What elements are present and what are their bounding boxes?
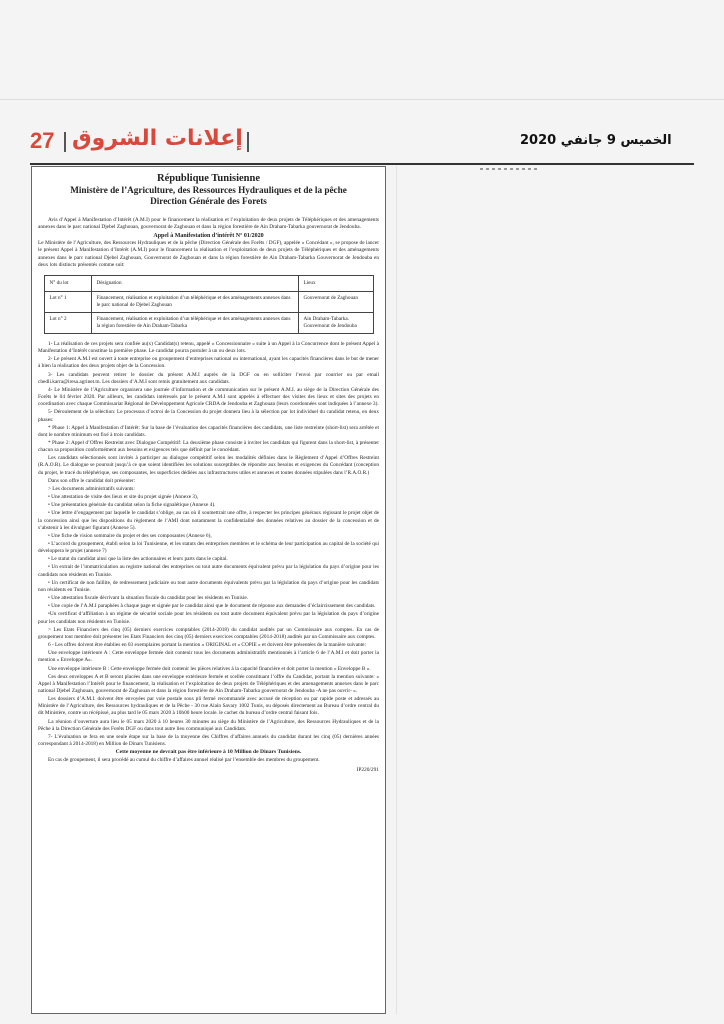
notice-paragraph: • Une lettre d’engagement par laquelle le candidat s’oblige, au cas où il soumettrait une offre, à respecter les principes généraux régissant le projet objet de la concession ainsi que les dispositions du règlement de l’AMI dont notamment la confidentialité des données relatives au dossier de la concession et de s’abstenir à les divulguer figurant (Annexe 5). [38, 510, 379, 531]
notice-paragraph: 3- Les candidats peuvent retirer le dossier du présent A.M.I auprès de la DGF ou en solliciter l’envoi par courrier ou par email chedli.karra@iresa.agrinet.tn. Les dossiers d’A.M.I sont remis gratuitement aux candidats. [38, 371, 379, 385]
notice-paragraph: 2- Le présent A.M.I est ouvert à toute entreprise ou groupement d’entreprises national ou international, ayant les capacités financières dans le but de mener à bien la réalisation des deux projets objet de la Concession. [38, 356, 379, 370]
notice-direction: Direction Générale des Forets [150, 196, 267, 206]
notice-paragraph: • Une attestation fiscale décrivant la situation fiscale du candidat pour les résidents en Tunisie. [48, 595, 248, 602]
adjacent-column-edge [396, 166, 397, 1014]
page-number: 27 [30, 128, 55, 153]
notice-paragraph: * Phase 2: Appel d’Offres Restreint avec Dialogue Compétitif: La deuxième phase consiste à inviter les candidats qui figurent dans la short-list, à présenter chacun sa proposition conformément aux besoins et exigences tels que définit par le concédant. [38, 439, 379, 454]
notice-paragraph: • L’accord du groupement, établi selon la loi Tunisienne, et les statuts des entreprises membres et le schéma de leur participation au capital de la société qui développera le projet (annexe 7) [38, 541, 379, 555]
table-cell: Ain Draham-Tabarka. Gouvernorat de Jendouba [298, 312, 373, 333]
masthead-divider [247, 132, 249, 152]
scan-fold-line [0, 99, 724, 100]
notice-paragraph: 5- Déroulement de la sélection: Le processus d’octroi de la Concession du projet donnera lieu à la sélection par lot individuel du candidat retenu, en deux phases: [38, 409, 379, 423]
table-cell: Lot n° 1 [44, 291, 91, 312]
notice-reference: IP220/291 [356, 766, 379, 773]
notice-paragraph: Une enveloppe intérieure A : Cette enveloppe fermée doit contenir tous les documents administratifs mentionnés à l’article 6 de l’A.M.I et doit porter la mention « Enveloppe A». [38, 650, 379, 664]
notice-paragraph: Une enveloppe intérieure B : Cette enveloppe fermée doit contenir les pièces relatives à la capacité financière et doit porter la mention « Enveloppe B ». [48, 665, 371, 672]
bold-condition: Cette moyenne ne devrait pas être inférieure à 10 Million de Dinars Tunisiens. [115, 749, 302, 756]
table-row [44, 291, 373, 312]
notice-paragraph: 6 - Les offres doivent être établies en 03 exemplaires portant la mention « ORIGINAL et « COPIE » et doivent être présentées de la manière suivante: [48, 642, 367, 649]
notice-body [38, 341, 379, 748]
table-row [44, 312, 373, 333]
notice-paragraph: • Un extrait de l’immatriculation au registre national des entreprises ou tout autre documents équivalent prévu par la législation du pays d’origine pour les candidats non résidents en Tunisie. [38, 564, 379, 578]
notice-paragraph: Ces deux enveloppes A et B seront placées dans une enveloppe extérieure fermée et scellée constituant l’offre du Candidat, portant la mention suivante: « Appel à Manifestation l’Intérêt pour le financement, la réalisation et l’exploitation de deux projets de Téléphériques et des amenagements annexes dans le parc national Djebel Zaghouan, gouvernorat de Zaghouan et dans la région forestière de Ain Draham-Tabarka gouvernorat de Jendouba -A ne pas ouvrir- ». [38, 673, 379, 694]
notice-paragraph: • Une fiche de vision sommaire du projet et des ses composantes (Annexe 6), [48, 532, 212, 539]
notice-paragraph: • Le statut du candidat ainsi que la liste des actionnaires et leurs parts dans le capital. [48, 556, 228, 563]
tender-notice [31, 166, 386, 1014]
issue-date: الخميس 9 جانفي 2020 [520, 133, 672, 148]
notice-republic: République Tunisienne [156, 173, 260, 184]
table-cell: Gouvernorat de Zaghouan [298, 291, 373, 312]
table-header-row [44, 275, 373, 291]
notice-paragraph: 7- L’évaluation se fera en une seule étape sur la base de la moyenne des Chiffres d’affaires annuels du candidat durant les cinq (05) dernières années correspondant à 2014-2018) en Million de Dinars Tunisiens. [38, 733, 379, 748]
table-cell: Financement, réalisation et exploitation d’un téléphérique et des aménagements annexes dans la région forestière de Ain Draham-Tabarka [91, 312, 298, 333]
notice-paragraph: •Un certificat d’affiliation à un régime de sécurité sociale pour les résidents ou tout autre document équivalent prévu par la législation du pays d’origine pour les candidats non résidents en Tunisie. [38, 611, 379, 625]
notice-paragraph: • Un certificat de non faillite, de redressement judiciaire ou tout autre documents équivalents prévu par la législation du pays d’origine pour les candidats non résidents en Tunisie. [38, 579, 379, 593]
notice-paragraph: > Les Etats Financiers des cinq (05) derniers exercices comptables (2014-2018) du candidat audités par un Commissaire aux comptes. En cas de groupement tout membre doit présenter les Etats Financiers des cinq (05) derniers exercices comptables (2014-2018) audités par un Commissaire aux comptes. [38, 626, 379, 640]
table-header: N° du lot [44, 275, 91, 291]
lots-table [44, 275, 374, 334]
notice-paragraph: • Une présentation générale du candidat selon la fiche signalétique (Annexe 4). [48, 502, 216, 509]
ami-paragraph: Le Ministère de l’Agriculture, des Ressources Hydrauliques et de la pêche (Direction Générale des Forêts / DGF), appelée « Concédant », se propose de lancer le présent Appel à Manifestation d’Intérêt (A.M.I) pour le financement la réalisation et l’exploitation de deux projets de Téléphériques et des aménagements annexes dans le parc national Djebel Zaghouan, Gouvernorat de Zaghouan et dans la région forestière de Ain Draham-Tabarka Gouvernorat de Jendouba en deux lots distincts présentés comme suit: [38, 240, 379, 268]
notice-paragraph: Les dossiers d’A.M.I. doivent être envoyées par voie postale sous pli fermé recommandé avec accusé de réception ou par rapide poste et adressés au Ministère de l’Agriculture, des Ressources hydrauliques et de la Pêche - 30 rue Alain Savary 1002 Tunis, ou déposés directement au Bureau d’ordre central du dit Ministère, contre un récépissé, au plus tard le 05 mars 2020 à 10h00 heure locale. le cachet du bureau d’ordre central faisant fois. [38, 696, 379, 717]
final-paragraph: En cas de groupement, il sera procédé au cumul du chiffre d’affaires annuel réalisé par l’ensemble des membres du groupement. [48, 757, 320, 764]
notice-ministry: Ministère de l’Agriculture, des Ressources Hydrauliques et de la pêche [70, 185, 347, 195]
newspaper-masthead [0, 128, 724, 158]
masthead-rule [30, 163, 694, 165]
ami-title: Appel à Manifestation d’intérêt N° 01/2020 [153, 233, 264, 240]
section-title: إعلانات الشروق [72, 126, 243, 151]
notice-paragraph: 4- Le Ministère de l’Agriculture organisera une journée d’information et de communication sur le présent A.M.I. au siège de la Direction Générale des Forêts le 04 février 2020. Par ailleurs, les candidats intéressés par le présent A.M.I sont appelés à effectuer des visites des lieux et sites des projets en coordination avec chaque Commissariat Régional de Développement Agricole CRDA de Jendouba et Zaghouan (leurs coordonnées sont indiquées à l’annexe 3). [38, 386, 379, 408]
notice-intro: Avis d’Appel à Manifestation d’Intérêt (A.M.I) pour le financement la réalisation et l’exploitation de deux projets de Téléphériques et des amenagements annexes dans le parc national Djebel Zaghouan, gouvernorat de Zaghouan et dans la région forestière de Ain Draham-Tabarka gouvernorat de Jendouba. [38, 217, 379, 231]
notice-paragraph: 1- La réalisation de ces projets sera confiée au(x) Candidat(s) retenu, appelé « Concessionnaire » suite à un Appel à la Concurrence dont le présent Appel à Manifestation d’Intérêt constitue la première phase. Le candidat pourra postuler à un ou deux lots. [38, 340, 379, 355]
notice-paragraph: La réunion d’ouverture aura lieu le 05 mars 2020 à 10 heures 30 minutes au siège du Ministère de l’Agriculture, des Ressources Hydrauliques et de la Pêche à la Direction Générale des Forêts DGF ou dans tout autre lieu communiqué aux Candidats. [38, 718, 379, 732]
notice-paragraph: > Les documents administratifs suivants: [48, 485, 135, 492]
notice-paragraph: • Une copie de l’A.M.I paraphées à chaque page et signée par le candidat ainsi que le document de réponse aux demandes d’éclaircissement des candidats. [48, 603, 376, 610]
table-cell: Lot n° 2 [44, 312, 91, 333]
table-header: Désignation [91, 275, 298, 291]
adjacent-column-mark [480, 168, 540, 170]
table-cell: Financement, réalisation et exploitation d’un téléphérique et des aménagements annexes dans le parc national de Djebel Zaghouan [91, 291, 298, 312]
notice-paragraph: * Phase 1: Appel à Manifestation d’Intérêt: Sur la base de l’évaluation des capacités financières des candidats, une liste restreinte (short-list) sera arrêtée et dont le nombre minimum est fixé à trois candidats. [38, 424, 379, 438]
notice-paragraph: Les candidats sélectionnés sont invités à participer au dialogue compétitif selon les modalités définies dans le Règlement d’Appel d’Offres Restreint (R.A.O.R). Le dialogue se poursuit jusqu’à ce que soient identifiées les solutions susceptibles de répondre aux besoins et exigences du Concédant (conception du projet, le tracé du téléphérique, ses composantes, les superficies dédiées aux infrastructures utiles et annexes et toutes données stipulées dans l’R.A.O.R.) [38, 455, 379, 476]
masthead-divider [64, 132, 66, 152]
notice-paragraph: • Une attestation de visite des lieux et site du projet signée (Annexe 3), [48, 494, 199, 501]
notice-paragraph: Dans son offre le candidat doit présenter: [48, 477, 136, 484]
table-header: Lieux [298, 275, 373, 291]
